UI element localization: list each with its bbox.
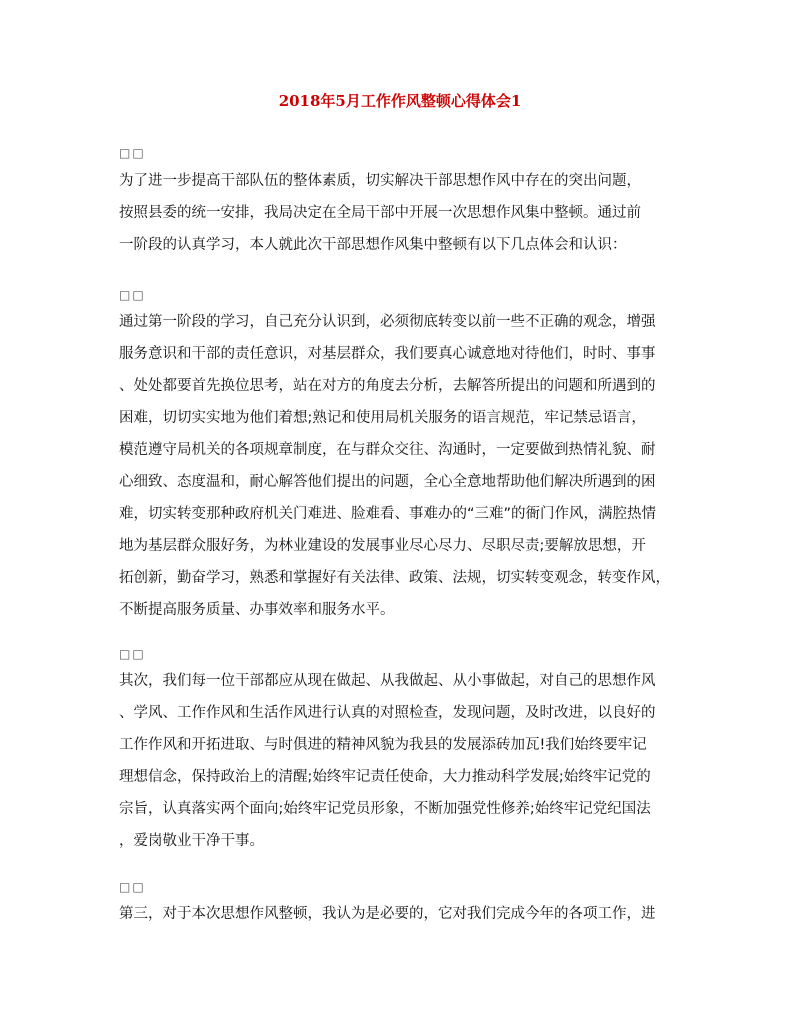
text-line: 地为基层群众服好务，为林业建设的发展事业尽心尽力、尽职尽责;要解放思想，开 [119,538,646,554]
text-line: 通过第一阶段的学习，自己充分认识到，必须彻底转变以前一些不正确的观念，增强 [119,314,656,330]
text-line: 拓创新，勤奋学习，熟悉和掌握好有关法律、政策、法规，切实转变观念，转变作风， [119,570,670,586]
text-line: 为了进一步提高干部队伍的整体素质，切实解决干部思想作风中存在的突出问题， [119,173,641,189]
text-line: 难，切实转变那种政府机关门难进、脸难看、事难办的“三难”的衙门作风，满腔热情 [119,506,657,522]
paragraph-third [119,898,689,930]
text-line: ，爱岗敬业干净干事。 [119,833,264,849]
text-line: 模范遵守局机关的各项规章制度，在与群众交往、沟通时，一定要做到热情礼貌、耐 [119,442,656,458]
paragraph-first [119,306,689,626]
text-line: 宗旨，认真落实两个面向;始终牢记党员形象，不断加强党性修养;始终牢记党纪国法 [119,801,651,817]
text-line: 按照县委的统一安排，我局决定在全局干部中开展一次思想作风集中整顿。通过前 [119,205,641,221]
paragraph-marker: □□ [119,880,146,894]
paragraph-marker: □□ [119,288,146,302]
text-line: 第三，对于本次思想作风整顿，我认为是必要的，它对我们完成今年的各项工作，进 [119,906,656,922]
text-line: 、处处都要首先换位思考，站在对方的角度去分析，去解答所提出的问题和所遇到的 [119,378,656,394]
text-line: 工作作风和开拓进取、与时俱进的精神风貌为我县的发展添砖加瓦!我们始终要牢记 [119,737,647,753]
text-line: 其次，我们每一位干部都应从现在做起、从我做起、从小事做起，对自己的思想作风 [119,673,656,689]
paragraph-intro [119,165,689,261]
text-line: 理想信念，保持政治上的清醒;始终牢记责任使命，大力推动科学发展;始终牢记党的 [119,769,651,785]
document-title: 2018年5月工作作风整顿心得体会1 [278,92,522,110]
text-line: 困难，切切实实地为他们着想;熟记和使用局机关服务的语言规范，牢记禁忌语言， [119,410,646,426]
text-line: 不断提高服务质量、办事效率和服务水平。 [119,602,395,618]
text-line: 服务意识和干部的责任意识，对基层群众，我们要真心诚意地对待他们，时时、事事 [119,346,656,362]
text-line: 一阶段的认真学习，本人就此次干部思想作风集中整顿有以下几点体会和认识： [119,237,627,253]
paragraph-marker: □□ [119,146,146,160]
text-line: 、学风、工作作风和生活作风进行认真的对照检查，发现问题，及时改进，以良好的 [119,705,656,721]
paragraph-marker: □□ [119,647,146,661]
paragraph-second [119,665,689,857]
text-line: 心细致、态度温和，耐心解答他们提出的问题，全心全意地帮助他们解决所遇到的困 [119,474,656,490]
